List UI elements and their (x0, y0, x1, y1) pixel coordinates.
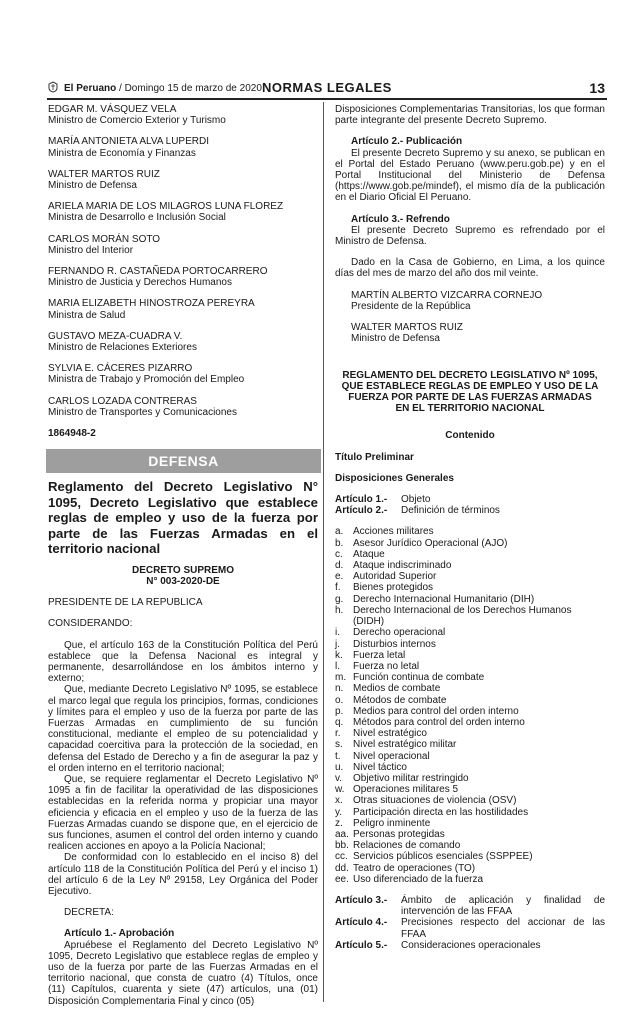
item-key: i. (335, 627, 340, 639)
item-key: ee. (335, 873, 349, 885)
articles-top (335, 494, 605, 516)
contents-heading: Contenido (445, 430, 495, 442)
item-text: Asesor Jurídico Operacional (AJO) (353, 537, 508, 549)
notice-code: 1864948-2 (48, 428, 96, 440)
item-text: Derecho operacional (353, 627, 446, 639)
item-key: t. (335, 750, 341, 762)
article-2-text: El presente Decreto Supremo y su anexo, se publican en el Portal del Estado Peruano (www.peru.gob.pe) y en el Portal Institucional del Ministerio de Defensa (https://www.gob.pe/mindef), el mismo día de la publicación en el Diario Oficial El Peruano. (335, 147, 605, 204)
item-key: cc. (335, 851, 348, 863)
item-key: o. (335, 694, 344, 706)
president-line: PRESIDENTE DE LA REPUBLICA (48, 597, 203, 609)
article-3-title: Artículo 3.- Refrendo (351, 213, 450, 225)
signature-president (351, 290, 605, 312)
column-divider (323, 102, 324, 1002)
item-key: m. (335, 672, 347, 684)
item-text: Fuerza no letal (353, 660, 420, 672)
publication-date: / Domingo 15 de marzo de 2020 (119, 83, 262, 94)
list-item (335, 582, 605, 593)
item-key: aa. (335, 828, 349, 840)
item-key: q. (335, 716, 344, 728)
signatory (48, 298, 318, 320)
signatory-name: WALTER MARTOS RUIZ (48, 168, 160, 180)
paragraph: De conformidad con lo establecido en el inciso 8) del artículo 118 de la Constitución Política del Perú y el inciso 1) del artículo 6 de la Ley Nº 29158, Ley Orgánica del Poder Ejecutivo. (48, 852, 318, 898)
item-text: Función continua de combate (353, 672, 485, 684)
item-key: u. (335, 761, 344, 773)
item-text: Ataque (353, 548, 385, 560)
right-column (335, 104, 605, 951)
signatory-role: Ministra de Desarrollo e Inclusión Social (48, 212, 226, 224)
item-key: g. (335, 593, 344, 605)
article-1-text: Apruébese el Reglamento del Decreto Legislativo Nº 1095, Decreto Legislativo que establece reglas de empleo y uso de la fuerza por parte de las Fuerzas Armadas en el territorio nacional, que consta de cuatro (4) Títulos, once (11) Capítulos, cuarenta y siete (47) artículos, una (01) Disposición Complementaria Final y cinco (05) (48, 939, 318, 1007)
list-item (335, 605, 605, 627)
item-text: Nivel operacional (353, 750, 430, 762)
item-text: Relaciones de comando (353, 840, 461, 852)
list-item (335, 627, 605, 638)
signatory-name: MARÍA ANTONIETA ALVA LUPERDI (48, 136, 209, 148)
section-band: DEFENSA (46, 449, 321, 473)
signatory-role: Ministro de Relaciones Exteriores (48, 342, 197, 354)
page-header (47, 80, 607, 98)
list-item (335, 560, 605, 571)
paragraph: Que, se requiere reglamentar el Decreto Legislativo Nº 1095 a fin de facilitar la operatividad de las disposiciones establecidas en la referida norma y propiciar una mayor eficiencia y eficacia en el empleo y uso de la fuerza de las Fuerzas Armadas cuando se dispone que, en el ejercicio de sus funciones, asumen el control del orden interno y cuando realicen acciones en apoyo a la Policía Nacional; (48, 774, 318, 853)
signatory-list (48, 104, 318, 418)
item-text: Peligro inminente (353, 817, 431, 829)
item-key: z. (335, 817, 343, 829)
item-text: Medios de combate (353, 683, 441, 695)
signatory (48, 266, 318, 288)
item-key: l. (335, 660, 340, 672)
item-key: f. (335, 582, 341, 594)
general-provisions: Disposiciones Generales (335, 472, 454, 484)
item-key: j. (335, 638, 340, 650)
signatory-name: WALTER MARTOS RUIZ (351, 322, 463, 334)
item-text: Nivel estratégico (353, 728, 427, 740)
signatory (48, 234, 318, 256)
list-item (335, 829, 605, 840)
list-item (335, 795, 605, 806)
item-text: Participación directa en las hostilidades (353, 806, 529, 818)
regulation-title: REGLAMENTO DEL DECRETO LEGISLATIVO Nº 1095, QUE ESTABLECE REGLAS DE EMPLEO Y USO DE LA FUERZA POR PARTE DE LAS FUERZAS ARMADAS EN EL TERRITORIO NACIONAL (341, 370, 599, 415)
signatory-name: CARLOS MORÁN SOTO (48, 233, 161, 245)
list-item (335, 683, 605, 694)
signatory-role: Presidente de la República (351, 300, 471, 312)
signatory (48, 136, 318, 158)
item-key: y. (335, 806, 343, 818)
signatory-role: Ministro de Defensa (351, 333, 440, 345)
header-rule (47, 98, 607, 100)
item-text: Derecho Internacional de los Derechos Humanos (DIDH) (353, 604, 572, 628)
list-item (335, 494, 605, 505)
item-text: Derecho Internacional Humanitario (DIH) (353, 593, 535, 605)
item-text: Medios para control del orden interno (353, 705, 519, 717)
list-item (335, 549, 605, 560)
list-item (335, 695, 605, 706)
considerando-heading: CONSIDERANDO: (48, 618, 133, 630)
paragraph: Que, el artículo 163 de la Constitución Política del Perú establece que la Defensa Nacional es integral y permanente, desarrollándose en los ámbitos interno y externo; (48, 639, 318, 685)
preliminary-title: Título Preliminar (335, 451, 414, 463)
item-text: Objeto (401, 494, 431, 506)
item-key: a. (335, 526, 344, 538)
signatory-name: MARIA ELIZABETH HINOSTROZA PEREYRA (48, 298, 255, 310)
decree-label: DECRETO SUPREMO (131, 564, 235, 576)
item-key: v. (335, 772, 343, 784)
signatory-name: EDGAR M. VÁSQUEZ VELA (48, 104, 177, 115)
item-text: Teatro de operaciones (TO) (353, 862, 476, 874)
signatory-name: MARTÍN ALBERTO VIZCARRA CORNEJO (351, 289, 543, 301)
item-key: b. (335, 537, 344, 549)
signatory (48, 331, 318, 353)
list-item (335, 863, 605, 874)
list-item (335, 762, 605, 773)
signatory-role: Ministra de Trabajo y Promoción del Empleo (48, 374, 245, 386)
signatory-role: Ministro de Defensa (48, 180, 137, 192)
item-text: Operaciones militares 5 (353, 784, 459, 796)
item-text: Métodos para control del orden interno (353, 716, 525, 728)
item-text: Disturbios internos (353, 638, 436, 650)
article-1-title: Artículo 1.- Aprobación (64, 928, 175, 940)
signatory-role: Ministro del Interior (48, 244, 134, 256)
signatory-role: Ministro de Transportes y Comunicaciones (48, 406, 237, 418)
list-item (335, 917, 605, 939)
decreta-heading: DECRETA: (64, 907, 114, 919)
signatory (48, 363, 318, 385)
list-item (335, 818, 605, 829)
signatory-name: SYLVIA E. CÁCERES PIZARRO (48, 363, 193, 375)
item-key: s. (335, 739, 343, 751)
signatory-name: CARLOS LOZADA CONTRERAS (48, 395, 197, 407)
continued-paragraph: Disposiciones Complementarias Transitorias, los que forman parte integrante del presente Decreto Supremo. (335, 104, 605, 127)
item-key: r. (335, 728, 341, 740)
item-text: Acciones militares (353, 526, 434, 538)
list-item (335, 639, 605, 650)
list-item (335, 784, 605, 795)
item-key: Artículo 1.- (335, 494, 388, 506)
signatory-name: FERNANDO R. CASTAÑEDA PORTOCARRERO (48, 266, 268, 278)
item-text: Bienes protegidos (353, 582, 434, 594)
item-key: Artículo 4.- (335, 917, 388, 929)
item-key: d. (335, 560, 344, 572)
page-number: 13 (589, 80, 605, 96)
signature-minister (351, 322, 605, 344)
item-text: Ataque indiscriminado (353, 560, 452, 572)
list-item (335, 594, 605, 605)
list-item (335, 571, 605, 582)
publication-line (64, 83, 262, 94)
item-text: Objetivo militar restringido (353, 772, 469, 784)
item-key: c. (335, 548, 343, 560)
item-text: Otras situaciones de violencia (OSV) (353, 795, 517, 807)
term-list (335, 526, 605, 885)
list-item (335, 706, 605, 717)
item-text: Fuerza letal (353, 649, 406, 661)
list-item (335, 773, 605, 784)
list-item (335, 840, 605, 851)
item-text: Nivel táctico (353, 761, 407, 773)
list-item (335, 717, 605, 728)
paragraph: Que, mediante Decreto Legislativo Nº 1095, se establece el marco legal que regula los principios, formas, condiciones y límites para el empleo y uso de la fuerza por parte de las Fuerzas Armadas en cumplimiento de su función constitucional, mediante el empleo de su potencialidad y capacidad coercitiva para la protección de la sociedad, en defensa del Estado de Derecho y a fin de asegurar la paz y el orden interno en el territorio nacional; (48, 684, 318, 774)
article-2-title: Artículo 2.- Publicación (351, 136, 463, 148)
item-key: Artículo 5.- (335, 939, 388, 951)
list-item (335, 650, 605, 661)
item-text: Ámbito de aplicación y finalidad de intervención de las FFAA (401, 894, 605, 918)
item-key: k. (335, 649, 343, 661)
item-key: Artículo 2.- (335, 505, 388, 517)
item-text: Nivel estratégico militar (353, 739, 457, 751)
item-key: p. (335, 705, 344, 717)
signatory-role: Ministro de Comercio Exterior y Turismo (48, 115, 226, 127)
signatory (48, 396, 318, 418)
list-item (335, 739, 605, 750)
decree-number: N° 003-2020-DE (146, 575, 220, 587)
item-key: bb. (335, 840, 349, 852)
signatory-role: Ministra de Salud (48, 309, 126, 321)
list-item (335, 661, 605, 672)
item-key: h. (335, 604, 344, 616)
coat-of-arms-icon (47, 81, 59, 93)
item-key: x. (335, 795, 343, 807)
signatory (48, 169, 318, 191)
list-item (335, 672, 605, 683)
item-key: w. (335, 784, 345, 796)
list-item (335, 505, 605, 516)
item-text: Personas protegidas (353, 828, 445, 840)
list-item (335, 538, 605, 549)
signatory-role: Ministro de Justicia y Derechos Humanos (48, 277, 232, 289)
list-item (335, 751, 605, 762)
left-column (48, 104, 318, 1007)
list-item (335, 526, 605, 537)
signatory-name: ARIELA MARIA DE LOS MILAGROS LUNA FLOREZ (48, 201, 284, 213)
list-item (335, 851, 605, 862)
given-paragraph: Dado en la Casa de Gobierno, en Lima, a los quince días del mes de marzo del año dos mil veinte. (335, 257, 605, 280)
item-text: Autoridad Superior (353, 571, 437, 583)
list-item (335, 874, 605, 885)
item-text: Consideraciones operacionales (401, 939, 541, 951)
section-title: NORMAS LEGALES (262, 80, 392, 95)
list-item (335, 807, 605, 818)
publication-name: El Peruano (64, 83, 117, 94)
item-key: e. (335, 571, 344, 583)
item-text: Métodos de combate (353, 694, 447, 706)
signatory (48, 201, 318, 223)
signatory-name: GUSTAVO MEZA-CUADRA V. (48, 330, 183, 342)
item-key: Artículo 3.- (335, 894, 388, 906)
article-3-text: El presente Decreto Supremo es refrendado por el Ministro de Defensa. (335, 224, 605, 248)
list-item (335, 895, 605, 917)
item-text: Precisiones respecto del accionar de las FFAA (401, 917, 605, 940)
item-key: dd. (335, 862, 349, 874)
item-text: Uso diferenciado de la fuerza (353, 873, 484, 885)
item-text: Servicios públicos esenciales (SSPPEE) (353, 851, 533, 863)
item-key: n. (335, 683, 344, 695)
article-headline: Reglamento del Decreto Legislativo N° 1095, Decreto Legislativo que establece reglas de empleo y uso de la fuerza por parte de las Fuerzas Armadas en el territorio nacional (48, 479, 318, 557)
articles-bottom (335, 895, 605, 951)
signatory-role: Ministra de Economía y Finanzas (48, 147, 196, 159)
list-item (335, 728, 605, 739)
item-text: Definición de términos (401, 505, 500, 517)
signatory (48, 104, 318, 126)
list-item (335, 940, 605, 951)
